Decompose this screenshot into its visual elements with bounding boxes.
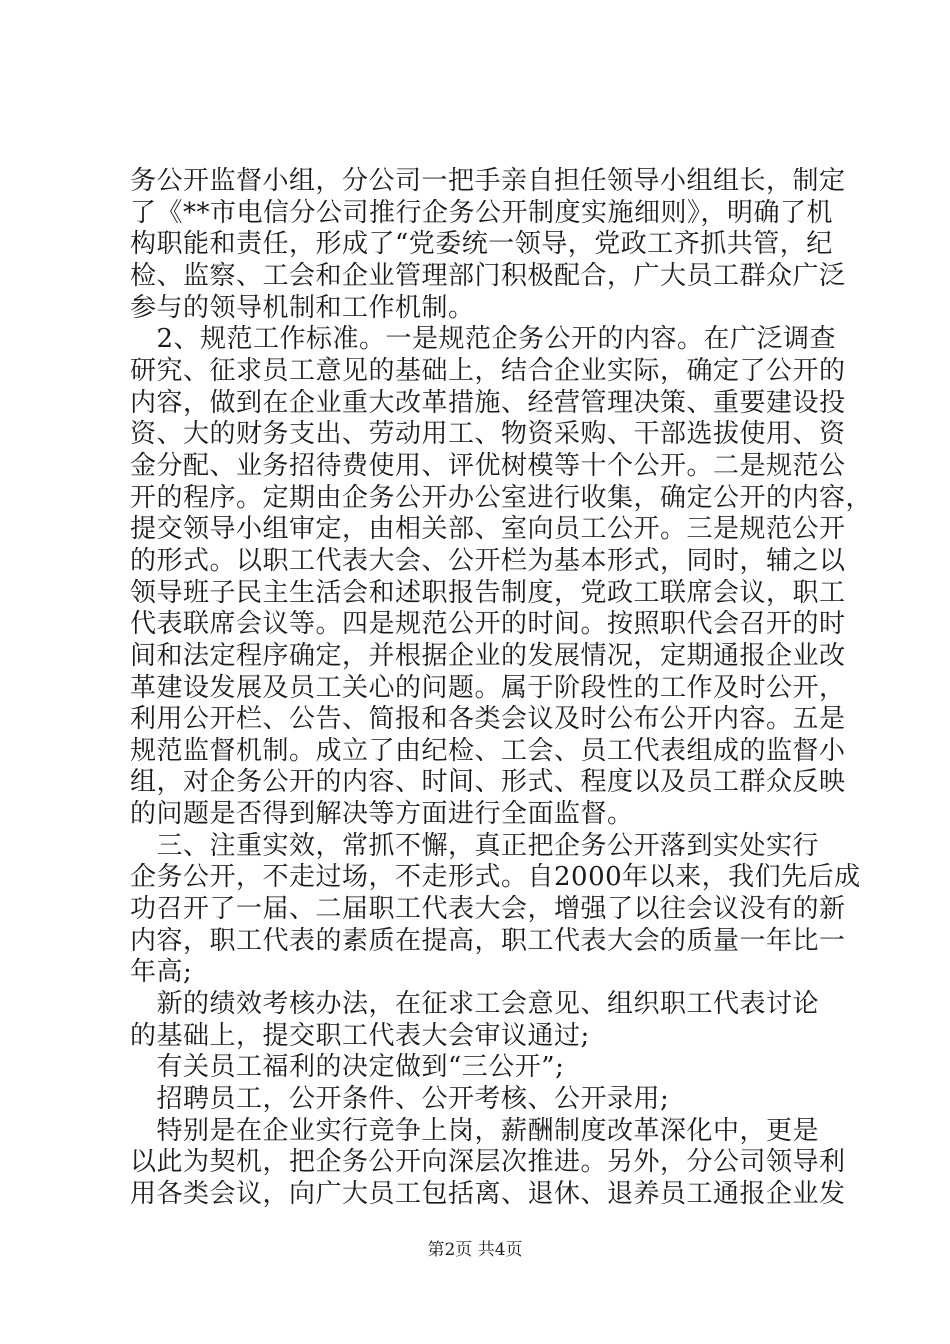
text-line: 特别是在企业实行竞争上岗，薪酬制度改革深化中，更是 xyxy=(130,1116,820,1146)
text-line: 组，对企务公开的内容、时间、形式、程度以及员工群众反映 xyxy=(130,767,846,797)
text-line: 资、大的财务支出、劳动用工、物资采购、干部选拔使用、资 xyxy=(130,419,846,449)
text-line: 开的程序。定期由企务公开办公室进行收集，确定公开的内容， xyxy=(130,483,873,513)
text-line: 了《**市电信分公司推行企务公开制度实施细则》，明确了机 xyxy=(130,198,834,228)
text-line: 利用公开栏、公告、简报和各类会议及时公布公开内容。五是 xyxy=(130,704,846,734)
text-line: 用各类会议，向广大员工包括离、退休、退养员工通报企业发 xyxy=(130,1179,846,1209)
text-line: 研究、征求员工意见的基础上，结合企业实际，确定了公开的 xyxy=(130,356,846,386)
text-line: 三、注重实效，常抓不懈，真正把企务公开落到实处实行 xyxy=(130,831,820,861)
text-line: 功召开了一届、二届职工代表大会，增强了以往会议没有的新 xyxy=(130,894,846,924)
text-line: 的基础上，提交职工代表大会审议通过; xyxy=(130,1021,590,1051)
text-line: 新的绩效考核办法，在征求工会意见、组织职工代表讨论 xyxy=(130,989,820,1019)
text-line: 检、监察、工会和企业管理部门积极配合，广大员工群众广泛 xyxy=(130,261,846,291)
text-line: 务公开监督小组，分公司一把手亲自担任领导小组组长，制定 xyxy=(130,166,846,196)
text-line: 领导班子民主生活会和述职报告制度，党政工联席会议，职工 xyxy=(130,578,846,608)
text-line: 2、规范工作标准。一是规范企务公开的内容。在广泛调查 xyxy=(130,324,837,354)
text-line: 规范监督机制。成立了由纪检、工会、员工代表组成的监督小 xyxy=(130,736,846,766)
page-number-footer: 第2页 共4页 xyxy=(427,1240,523,1260)
text-line: 参与的领导机制和工作机制。 xyxy=(130,293,475,323)
text-line: 代表联席会议等。四是规范公开的时间。按照职代会召开的时 xyxy=(130,609,846,639)
text-line: 提交领导小组审定，由相关部、室向员工公开。三是规范公开 xyxy=(130,514,846,544)
text-line: 间和法定程序确定，并根据企业的发展情况，定期通报企业改 xyxy=(130,641,846,671)
text-line: 金分配、业务招待费使用、评优树模等十个公开。二是规范公 xyxy=(130,451,846,481)
text-line: 内容，职工代表的素质在提高，职工代表大会的质量一年比一 xyxy=(130,926,846,956)
text-line: 年高; xyxy=(130,957,193,987)
text-line: 有关员工福利的决定做到“三公开”; xyxy=(130,1052,565,1082)
text-line: 内容，做到在企业重大改革措施、经营管理决策、重要建设投 xyxy=(130,388,846,418)
text-line: 以此为契机，把企务公开向深层次推进。另外，分公司领导利 xyxy=(130,1147,846,1177)
text-line: 招聘员工，公开条件、公开考核、公开录用; xyxy=(130,1084,670,1114)
text-line: 的问题是否得到解决等方面进行全面监督。 xyxy=(130,799,634,829)
text-line: 革建设发展及员工关心的问题。属于阶段性的工作及时公开， xyxy=(130,673,846,703)
text-line: 构职能和责任，形成了“党委统一领导，党政工齐抓共管，纪 xyxy=(130,229,833,259)
text-line: 的形式。以职工代表大会、公开栏为基本形式，同时，辅之以 xyxy=(130,546,846,576)
text-line: 企务公开，不走过场，不走形式。自2000年以来，我们先后成 xyxy=(130,862,861,892)
